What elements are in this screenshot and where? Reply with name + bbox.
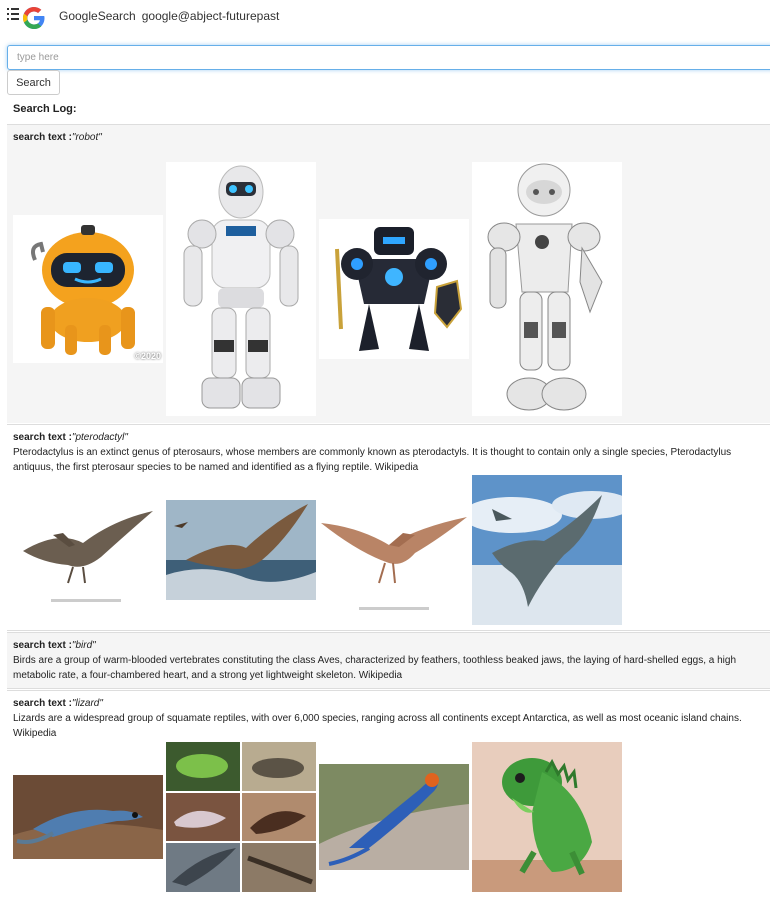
result-image[interactable] (166, 742, 316, 892)
search-query: "pterodactyl" (71, 432, 128, 443)
log-entry-lizard (7, 690, 770, 908)
search-input[interactable] (7, 45, 770, 70)
top-bar (0, 0, 770, 34)
log-entry-pterodactyl (7, 424, 770, 631)
result-image[interactable] (166, 162, 316, 416)
dark-armored-robot (319, 219, 469, 359)
result-image[interactable] (13, 775, 163, 859)
image-row (13, 162, 622, 416)
green-iguana (472, 742, 622, 892)
search-button[interactable]: Search (7, 70, 60, 95)
lizard-collage (166, 742, 316, 892)
result-image[interactable] (319, 219, 469, 359)
search-query: "robot" (71, 132, 102, 143)
result-image[interactable] (13, 475, 163, 625)
result-image[interactable] (472, 162, 622, 416)
result-image[interactable] (319, 764, 469, 870)
wiki-description: Birds are a group of warm-blooded vertebrates constituting the class Aves, characterized by feathers, toothless beaked jaws, the laying of hard-shelled eggs, a high metabolic rate, a four-chambered heart, and a strong yet lightweight skeleton. Wikipedia (13, 655, 737, 681)
log-entry-robot (7, 124, 770, 423)
search-query: "lizard" (71, 698, 103, 709)
pterodactyl-render (319, 483, 469, 617)
result-image[interactable] (13, 215, 163, 363)
result-image[interactable] (319, 483, 469, 617)
search-query: "bird" (71, 640, 96, 651)
pterodactyl-over-sea (166, 500, 316, 600)
user-account: google@abject-futurepast (141, 8, 280, 23)
google-g-icon (22, 6, 46, 30)
yellow-robot-toy (13, 215, 163, 363)
result-image[interactable] (472, 742, 622, 892)
white-humanoid-robot (166, 162, 316, 416)
image-row (13, 742, 622, 892)
blue-lizard-on-rock (13, 775, 163, 859)
search-text-label: search text : (13, 698, 72, 709)
search-text-label: search text : (13, 132, 72, 143)
log-entry-bird (7, 632, 770, 689)
pterodactyl-illustration (13, 475, 163, 625)
search-text-label: search text : (13, 640, 72, 651)
app-title[interactable]: GoogleSearch (59, 8, 136, 23)
wiki-description: Pterodactylus is an extinct genus of pterosaurs, whose members are commonly known as pterodactyls. It is thought to contain only a single species, Pterodactylus antiquus, the first pterosaur species to be named and identified as a flying reptile. Wikipedia (13, 447, 732, 473)
wiki-description: Lizards are a widespread group of squamate reptiles, with over 6,000 species, ranging across all continents except Antarctica, as well as most oceanic island chains. Wikipedia (13, 713, 742, 739)
image-row (13, 475, 622, 625)
search-text-label: search text : (13, 432, 72, 443)
nao-humanoid-robot (472, 162, 622, 416)
agama-lizard-on-rock (319, 764, 469, 870)
search-log-title: Search Log: (13, 103, 77, 115)
image-watermark: ©2020 (134, 351, 161, 361)
result-image[interactable] (472, 475, 622, 625)
list-icon[interactable] (7, 8, 19, 20)
result-image[interactable] (166, 500, 316, 600)
pterodactyl-sky (472, 475, 622, 625)
